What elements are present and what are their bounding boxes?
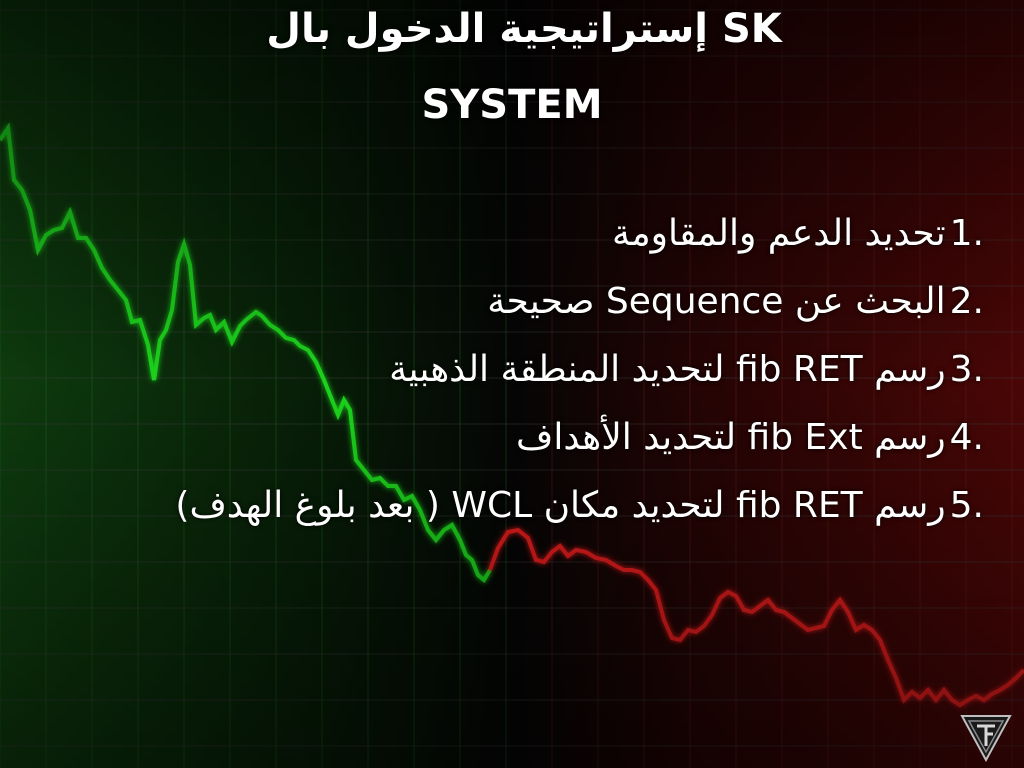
steps-list	[124, 200, 984, 540]
list-item	[124, 200, 984, 268]
list-item-text: رسم fib RET لتحديد مكان WCL ( بعد بلوغ الهدف)	[175, 485, 946, 526]
list-item	[124, 404, 984, 472]
list-item-text: تحديد الدعم والمقاومة	[612, 213, 946, 254]
list-item	[124, 336, 984, 404]
list-item-text: البحث عن Sequence صحيحة	[487, 281, 946, 322]
page-title-line-1: إستراتيجية الدخول بال SK	[266, 6, 782, 52]
list-item-number: 2.	[949, 281, 984, 322]
list-item-number: 1.	[949, 213, 984, 254]
list-item-text: رسم fib RET لتحديد المنطقة الذهبية	[389, 349, 946, 390]
list-item	[124, 472, 984, 540]
list-item-number: 3.	[949, 349, 984, 390]
list-item-number: 4.	[949, 417, 984, 458]
list-item	[124, 268, 984, 336]
list-item-text: رسم fib Ext لتحديد الأهداف	[516, 417, 946, 458]
tf-triangle-logo-icon	[960, 714, 1012, 762]
list-item-number: 5.	[949, 485, 984, 526]
page-title-line-2: SYSTEM	[421, 82, 603, 128]
